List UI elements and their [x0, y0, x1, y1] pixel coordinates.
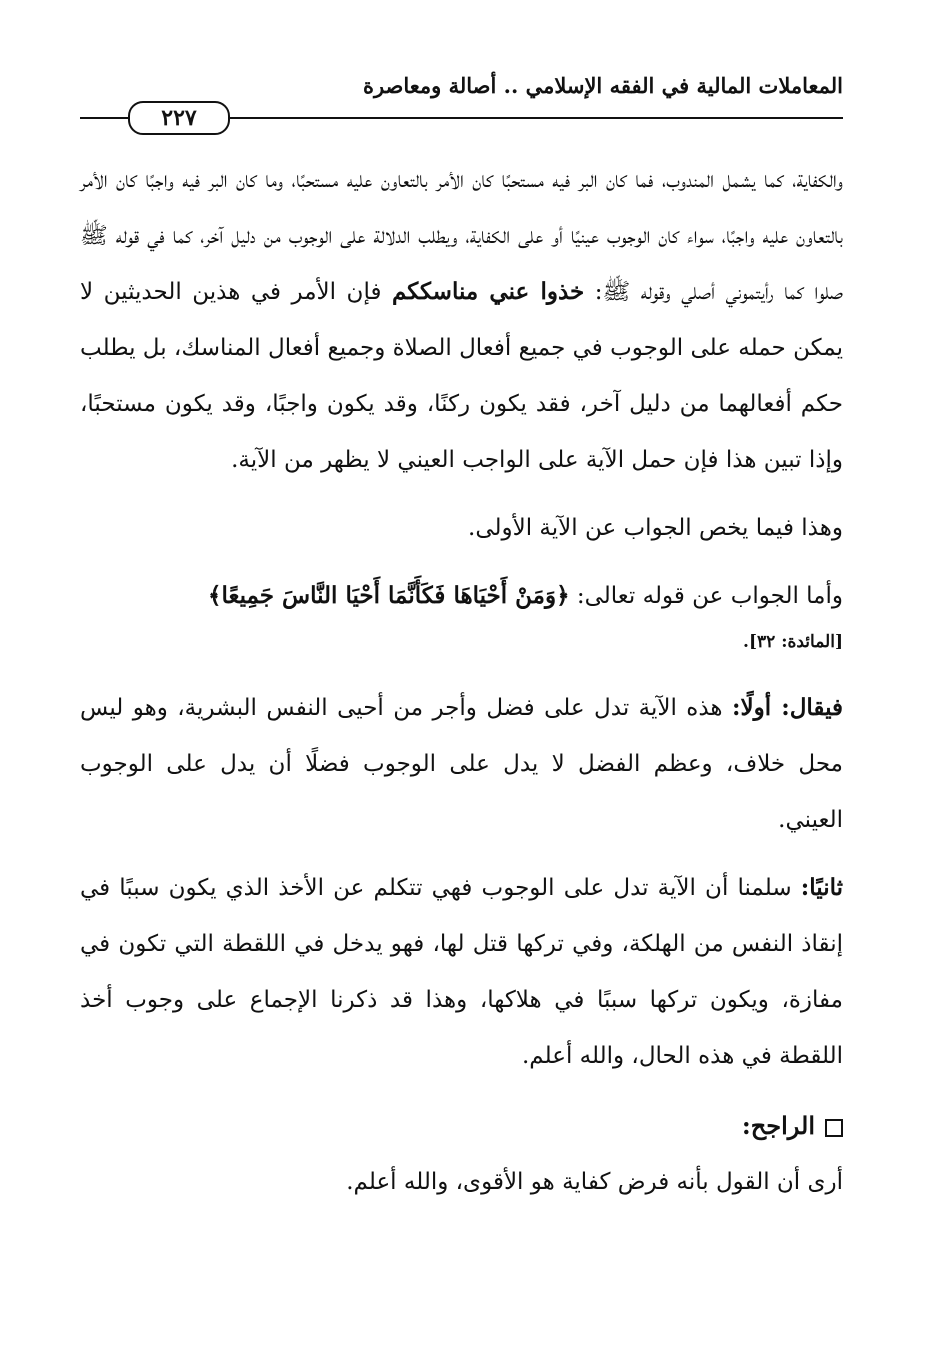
square-bullet-icon [825, 1119, 843, 1137]
paragraph-4-text: هذه الآية تدل على فضل وأجر من أحيى النفس البشرية، وهو ليس محل خلاف، وعظم الفضل لا يدل على الوجوب فضلًا أن يدل على الوجوب العيني. [80, 695, 843, 833]
running-title: المعاملات المالية في الفقه الإسلامي .. أصالة ومعاصرة [362, 73, 843, 98]
verse-reference: [المائدة: ٣٢]. [743, 632, 843, 652]
paragraph-3-intro: وأما الجواب عن قوله تعالى: [576, 583, 843, 609]
paragraph-3 [80, 568, 843, 660]
quran-verse: ﴿وَمَنْ أَحْيَاهَا فَكَأَنَّمَا أَحْيَا النَّاسَ جَمِيعًا﴾ [207, 582, 570, 609]
section-title: الراجح: [741, 1111, 815, 1140]
paragraph-5-text: سلمنا أن الآية تدل على الوجوب فهي تتكلم عن الأخذ الذي يكون سببًا في إنقاذ النفس من الهلكة، وفي تركها قتل لها، فهو يدخل في اللقطة التي تكون في مفازة، ويكون تركها سببًا في هلاكها، وهذا قد ذكرنا الإجماع على وجوب أخذ اللقطة في هذه الحال، والله أعلم. [80, 875, 843, 1069]
paragraph-1-text: والكفاية، كما يشمل المندوب، فما كان البر فيه مستحبًا كان الأمر بالتعاون عليه مستحبًا، وما كان البر فيه واجبًا كان الأمر بالتعاون عليه واجبًا، سواء كان الوجوب عينيًا أو على الكفاية، ويطلب الدلالة على الوجوب من دليل آخر، كما في قوله ﷺ صلوا كما رأيتموني أصلي وقوله ﷺ: [80, 167, 844, 305]
paragraph-4 [80, 680, 843, 848]
paragraph-6: أرى أن القول بأنه فرض كفاية هو الأقوى، والله أعلم. [346, 1169, 843, 1195]
point-first-label: فيقال: أولًا: [732, 694, 844, 721]
paragraph-5 [80, 860, 843, 1084]
hadith-quote: خذوا عني مناسككم [391, 278, 585, 305]
page-number: ٢٢٧ [128, 101, 230, 135]
point-second-label: ثانيًا: [800, 874, 843, 901]
section-heading [80, 1098, 843, 1154]
paragraph-1 [80, 152, 843, 488]
paragraph-2: وهذا فيما يخص الجواب عن الآية الأولى. [468, 515, 843, 541]
body-text [80, 152, 843, 1210]
paragraph-1-continuation: فإن الأمر في هذين الحديثين لا يمكن حمله على الوجوب في جميع أفعال الصلاة وجميع أفعال المناسك، بل يطلب حكم أفعالهما من دليل آخر، فقد يكون ركنًا، وقد يكون واجبًا، وقد يكون مستحبًا، وإذا تبين هذا فإن حمل الآية على الواجب العيني لا يظهر من الآية. [80, 279, 843, 473]
